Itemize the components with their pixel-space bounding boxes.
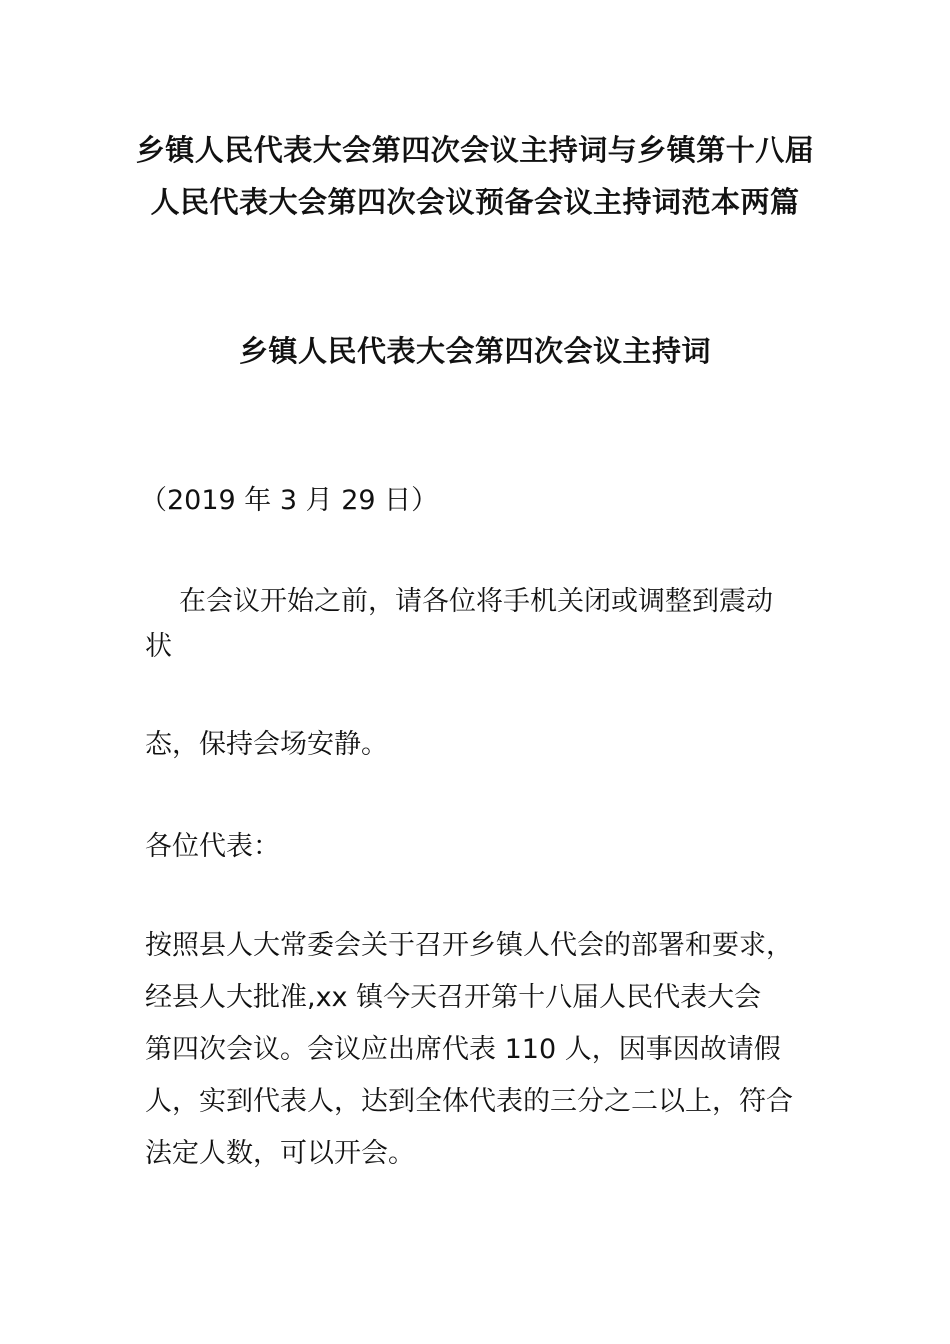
- paragraph-line: 法定人数，可以开会。: [145, 1138, 415, 1169]
- paragraph-salutation: 各位代表：: [145, 831, 280, 862]
- document-title-line-2: 人民代表大会第四次会议预备会议主持词范本两篇: [150, 185, 800, 219]
- paragraph-text: 在会议开始之前，请各位将手机关闭或调整到震动: [179, 586, 773, 617]
- paragraph-line: 按照县人大常委会关于召开乡镇人代会的部署和要求，: [145, 930, 793, 961]
- paragraph-quiet-notice: 态，保持会场安静。: [145, 729, 388, 760]
- section-subtitle: 乡镇人民代表大会第四次会议主持词: [238, 334, 711, 368]
- paragraph-meeting-opening: [145, 920, 825, 1180]
- paragraph-line: 人，实到代表人，达到全体代表的三分之二以上，符合: [145, 1086, 793, 1117]
- paragraph-line: 经县人大批准,xx 镇今天召开第十八届人民代表大会: [145, 982, 762, 1013]
- paragraph-line: 第四次会议。会议应出席代表 110 人，因事因故请假: [145, 1034, 781, 1065]
- meeting-date: （2019 年 3 月 29 日）: [140, 485, 439, 516]
- document-title-line-1: 乡镇人民代表大会第四次会议主持词与乡镇第十八届: [135, 133, 815, 167]
- paragraph-phone-notice-line-2: 状: [145, 631, 172, 662]
